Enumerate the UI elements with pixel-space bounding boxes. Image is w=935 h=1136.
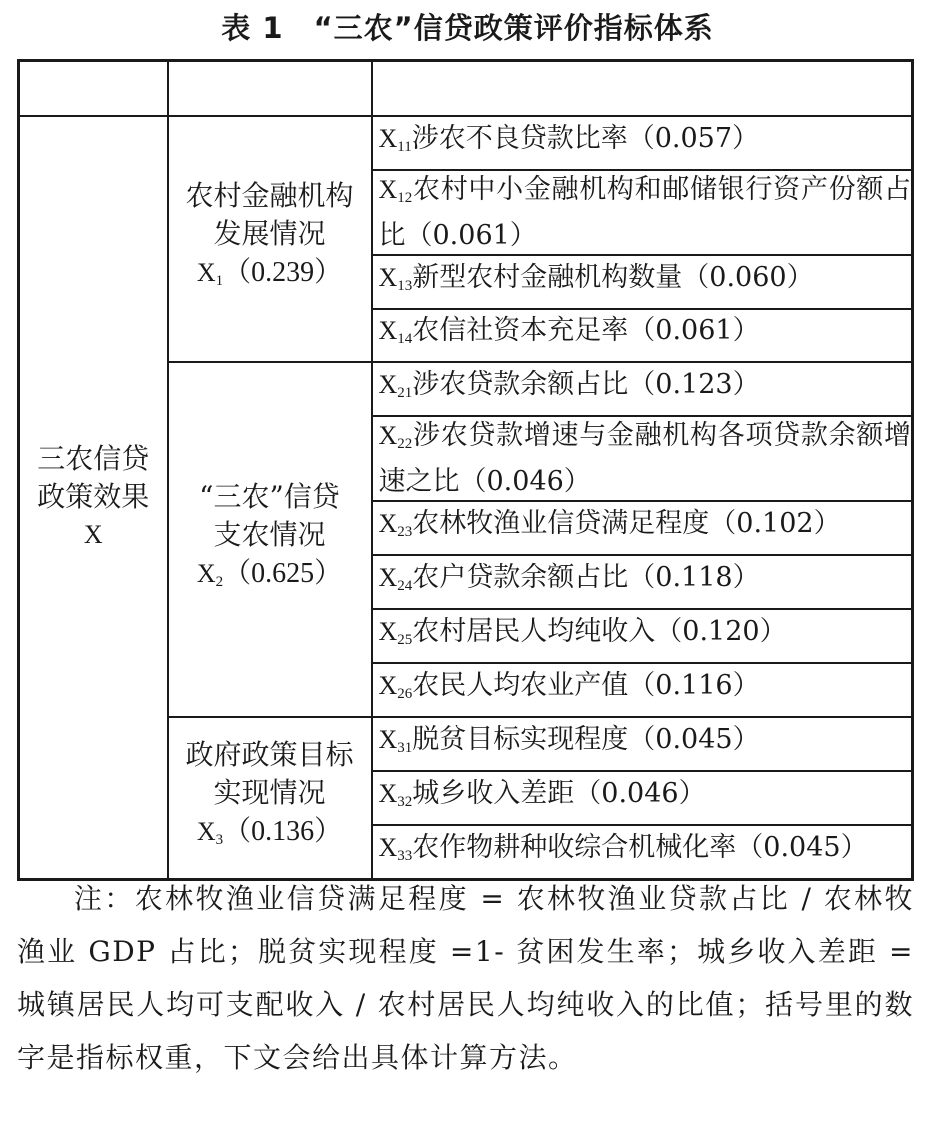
group-cell: [168, 116, 372, 362]
indicator-cell: $X_{33}$农作物耕种收综合机械化率（0.045）: [372, 825, 913, 880]
indicator-cell: $X_{24}$农户贷款余额占比（0.118）: [372, 555, 913, 609]
indicator-cell: $X_{11}$涉农不良贷款比率（0.057）: [372, 116, 913, 170]
indicator-cell: $X_{26}$农民人均农业产值（0.116）: [372, 663, 913, 717]
root-code: X: [83, 520, 103, 550]
header-cell: [372, 61, 913, 116]
group-name-line2: 发展情况: [213, 217, 326, 250]
indicator-cell: $X_{21}$涉农贷款余额占比（0.123）: [372, 362, 913, 416]
indicator-cell: $X_{31}$脱贫目标实现程度（0.045）: [372, 717, 913, 771]
root-line2: 政策效果: [37, 480, 150, 514]
indicator-table: [17, 59, 914, 881]
note-text: 注：农林牧渔业信贷满足程度 = 农林牧渔业贷款占比 / 农林牧渔业 GDP 占比；脱贫实现程度 =1- 贫困发生率；城乡收入差距 = 城镇居民人均可支配收入 / 农村居民人均纯收入的比值；括号里的数字是指标权重，下文会给出具体计算方法。: [17, 882, 914, 1074]
group-code: $X_3(0.136)$: [196, 816, 343, 849]
header-cell: [19, 61, 168, 116]
header-cell: [168, 61, 372, 116]
group-name-line1: 农村金融机构: [185, 179, 354, 212]
header-row: [19, 61, 913, 116]
group-code: $X_2(0.625)$: [196, 557, 343, 590]
group-cell: [168, 362, 372, 717]
group-cell: [168, 717, 372, 880]
group-name-line1: 政府政策目标: [185, 738, 354, 772]
indicator-cell: $X_{22}$涉农贷款增速与金融机构各项贷款余额增速之比（0.046）: [372, 416, 913, 501]
indicator-cell: $X_{12}$农村中小金融机构和邮储银行资产份额占比（0.061）: [372, 170, 913, 255]
group-name-line2: 实现情况: [213, 776, 326, 810]
group-name-line2: 支农情况: [213, 517, 326, 551]
indicator-cell: $X_{23}$农林牧渔业信贷满足程度（0.102）: [372, 501, 913, 555]
indicator-cell: $X_{25}$农村居民人均纯收入（0.120）: [372, 609, 913, 663]
table-title: 表 1 “三农”信贷政策评价指标体系: [221, 11, 714, 45]
group-code: $X_1(0.239)$: [196, 257, 343, 289]
root-indicator-cell: [19, 116, 168, 880]
indicator-cell: $X_{13}$新型农村金融机构数量（0.060）: [372, 255, 913, 309]
table-row: [19, 116, 913, 170]
indicator-cell: $X_{32}$城乡收入差距（0.046）: [372, 771, 913, 825]
root-line1: 三农信贷: [37, 442, 150, 476]
indicator-cell: $X_{14}$农信社资本充足率（0.061）: [372, 309, 913, 362]
table-note: [17, 872, 914, 1084]
group-name-line1: “三农”信贷: [199, 479, 340, 513]
